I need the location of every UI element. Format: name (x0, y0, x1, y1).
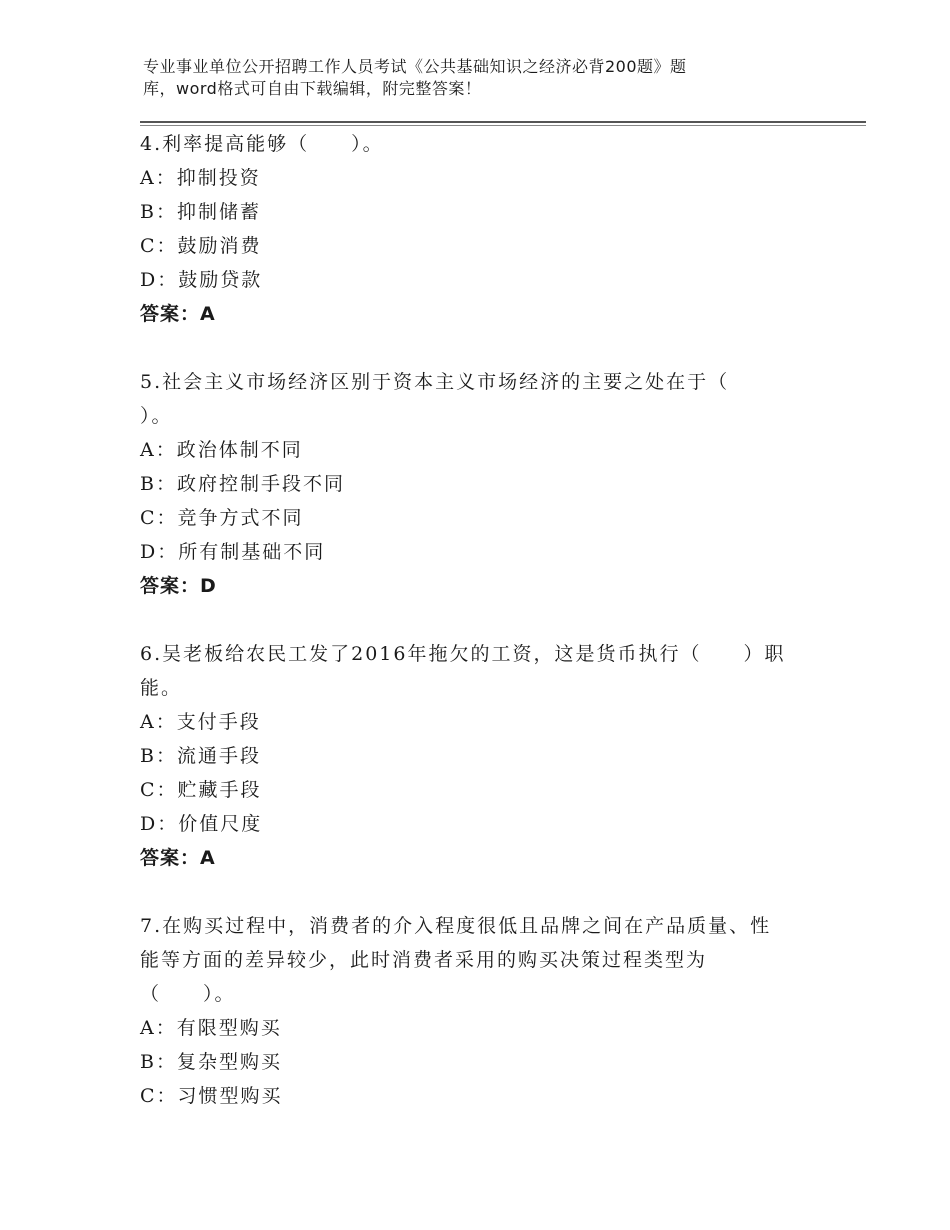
stem-line: 4.利率提高能够（ ）。 (140, 133, 384, 155)
question-list (140, 127, 820, 1113)
answer-label: 答案：A (140, 847, 216, 869)
question-6 (140, 637, 820, 875)
question-stem (140, 365, 820, 433)
option-d: D：价值尺度 (140, 813, 263, 835)
document-header (143, 56, 783, 100)
stem-line: （ ）。 (140, 983, 236, 1005)
option-a: A：支付手段 (140, 711, 261, 733)
option-d: D：所有制基础不同 (140, 541, 326, 563)
header-divider-thin (140, 125, 866, 126)
answer-label: 答案：D (140, 575, 217, 597)
header-line-1: 专业事业单位公开招聘工作人员考试《公共基础知识之经济必背200题》题 (143, 57, 687, 76)
option-c: C：贮藏手段 (140, 779, 262, 801)
stem-line: 6.吴老板给农民工发了2016年拖欠的工资，这是货币执行（ ）职 (140, 643, 786, 665)
stem-line: 能。 (140, 677, 183, 699)
answer-label: 答案：A (140, 303, 216, 325)
option-b: B：流通手段 (140, 745, 261, 767)
option-c: C：鼓励消费 (140, 235, 262, 257)
stem-line: ）。 (140, 405, 173, 427)
option-b: B：政府控制手段不同 (140, 473, 345, 495)
question-5 (140, 365, 820, 603)
option-c: C：竞争方式不同 (140, 507, 304, 529)
question-stem (140, 127, 820, 161)
stem-line: 5.社会主义市场经济区别于资本主义市场经济的主要之处在于（ (140, 371, 730, 393)
option-a: A：抑制投资 (140, 167, 261, 189)
option-c: C：习惯型购买 (140, 1085, 283, 1107)
question-stem (140, 637, 820, 705)
option-b: B：抑制储蓄 (140, 201, 261, 223)
option-a: A：政治体制不同 (140, 439, 303, 461)
option-a: A：有限型购买 (140, 1017, 282, 1039)
option-d: D：鼓励贷款 (140, 269, 263, 291)
stem-line: 能等方面的差异较少，此时消费者采用的购买决策过程类型为 (140, 949, 708, 971)
question-4 (140, 127, 820, 331)
option-b: B：复杂型购买 (140, 1051, 282, 1073)
header-divider-thick (140, 121, 866, 123)
question-7 (140, 909, 820, 1113)
stem-line: 7.在购买过程中，消费者的介入程度很低且品牌之间在产品质量、性 (140, 915, 772, 937)
header-line-2: 库，word格式可自由下载编辑，附完整答案！ (143, 79, 482, 98)
question-stem (140, 909, 820, 1011)
